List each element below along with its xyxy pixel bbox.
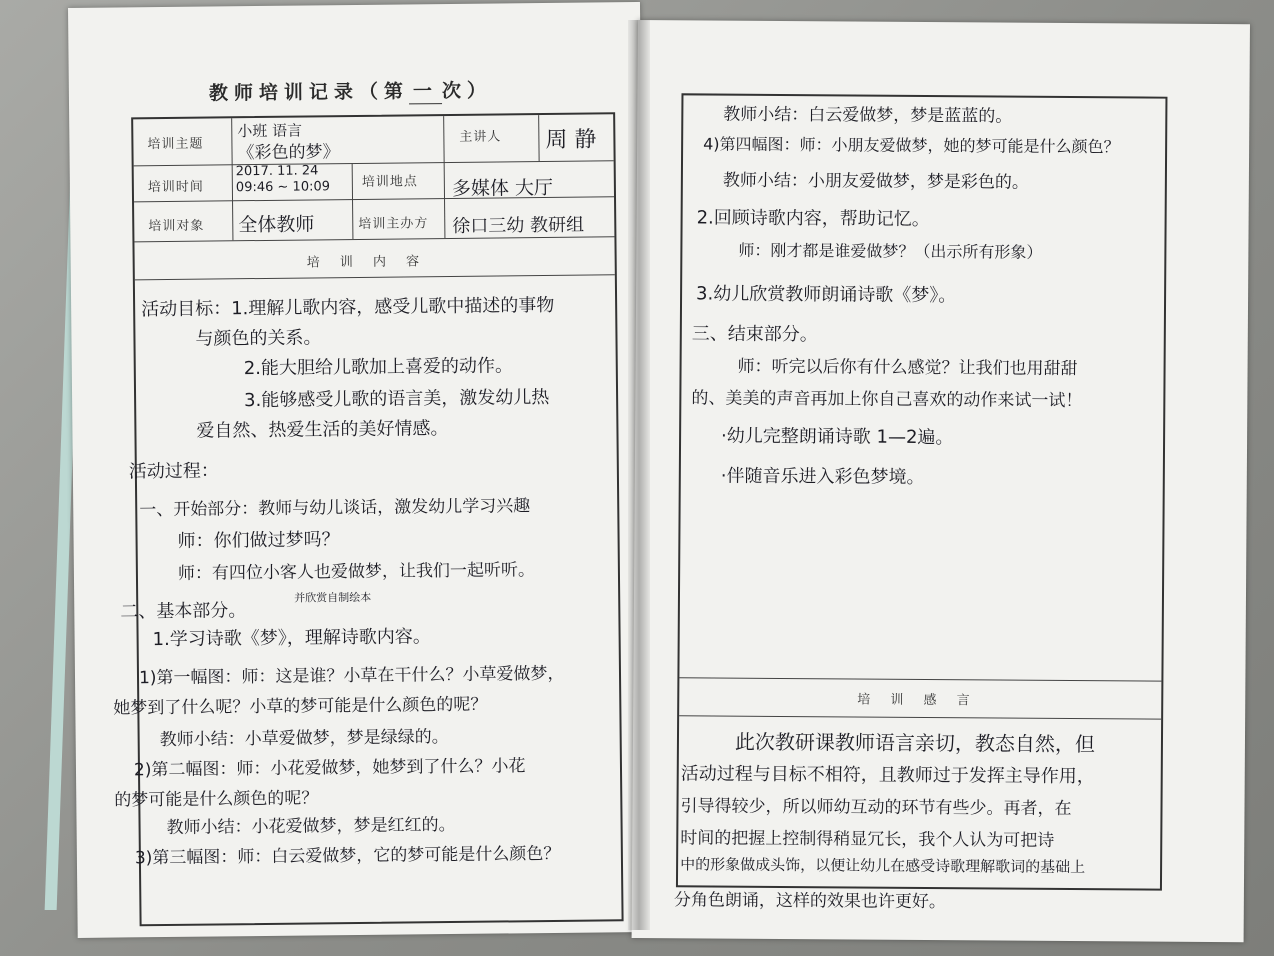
topic-value-2: 《彩色的梦》 [237,142,340,164]
time-value-1: 2017. 11. 24 [235,163,319,180]
place-label: 培训地点 [361,174,418,190]
content-line: 师：有四位小客人也爱做梦，让我们一起听听。 [177,560,536,584]
reflection-line: 引导得较少，所以师幼互动的环节有些少。再者，在 [680,796,1072,820]
content-line: 的、美美的声音再加上你自己喜欢的动作来试一试！ [691,388,1083,412]
content-heading: 培 训 内 容 [306,254,428,271]
right-page [632,20,1250,942]
content-line: 教师小结：白云爱做梦，梦是蓝蓝的。 [723,104,1013,127]
col-divider [538,115,539,161]
content-line: 三、结束部分。 [691,323,818,346]
reflection-line: 时间的把握上控制得稍显冗长，我个人认为可把诗 [680,828,1055,851]
audience-label: 培训对象 [148,218,205,235]
content-line: 2.回顾诗歌内容，帮助记忆。 [696,207,930,231]
row-divider [134,236,614,242]
content-line: 3)第三幅图：师：白云爱做梦，它的梦可能是什么颜色？ [134,843,561,869]
reflection-line: 此次教研课教师语言亲切，教态自然，但 [734,729,1096,757]
content-line: 与颜色的关系。 [195,327,322,350]
row-divider [134,160,614,166]
row-divider [135,274,615,280]
content-line: ·伴随音乐进入彩色梦境。 [720,465,925,489]
place-value: 多媒体 大厅 [451,176,554,200]
content-line: 活动目标：1.理解儿歌内容，感受儿歌中描述的事物 [141,294,555,321]
content-line: ·幼儿完整朗诵诗歌 1—2遍。 [721,425,954,449]
row-divider [679,677,1161,681]
content-annotation: 并欣赏自制绘本 [294,590,372,605]
content-line: 师：听完以后你有什么感觉？让我们也用甜甜 [737,356,1078,380]
page-title [209,76,492,107]
left-page [68,2,650,938]
content-line: 师：你们做过梦吗？ [177,529,340,552]
content-line: 1)第一幅图：师：这是谁？小草在干什么？小草爱做梦， [138,663,565,689]
content-line: 二、基本部分。 [120,600,247,623]
content-line: 教师小结：小花爱做梦，梦是红红的。 [166,814,456,839]
col-divider [352,163,354,239]
content-line: 师：刚才都是谁爱做梦？（出示所有形象） [738,240,1043,262]
content-line: 2.能大胆给儿歌加上喜爱的动作。 [243,355,514,380]
content-line: 4)第四幅图：师：小朋友爱做梦，她的梦可能是什么颜色？ [703,134,1120,157]
speaker-label: 主讲人 [459,129,502,145]
col-divider [444,162,446,238]
time-label: 培训时间 [147,179,204,196]
continuation-table [673,93,1168,913]
content-line: 1.学习诗歌《梦》，理解诗歌内容。 [152,626,431,651]
title-count: 一 [409,76,442,104]
content-line: 教师小结：小草爱做梦，梦是绿绿的。 [159,727,449,751]
record-table [113,112,623,926]
page-gutter [628,20,650,930]
topic-value-1: 小班 语言 [237,121,303,141]
content-line: 一、开始部分：教师与幼儿谈话，激发幼儿学习兴趣 [139,496,531,521]
organizer-label: 培训主办方 [358,216,429,232]
title-prefix: 教师培训记录（第 [208,80,410,105]
content-line: 3.能够感受儿歌的语言美，激发幼儿热 [244,386,550,412]
audience-value: 全体教师 [238,213,315,237]
organizer-value: 徐口三幼 教研组 [452,214,585,237]
content-line: 的梦可能是什么颜色的呢？ [114,788,319,811]
content-line: 2)第二幅图：师：小花爱做梦，她梦到了什么？小花 [133,756,526,781]
content-line: 活动过程： [128,460,219,483]
content-line: 她梦到了什么呢？小草的梦可能是什么颜色的呢？ [113,694,488,719]
reflection-line: 中的形象做成头饰，以便让幼儿在感受诗歌理解歌词的基础上 [680,855,1086,877]
col-divider [231,118,233,240]
col-divider [443,116,444,162]
content-line: 爱自然、热爱生活的美好情感。 [196,418,449,442]
content-line: 教师小结：小朋友爱做梦，梦是彩色的。 [722,170,1029,193]
title-suffix: 次） [441,79,493,103]
reflection-heading: 培 训 感 言 [857,692,978,709]
speaker-value: 周 静 [545,127,597,154]
reflection-line: 分角色朗诵，这样的效果也许更好。 [673,890,946,913]
time-value-2: 09:46 ~ 10:09 [235,179,331,196]
topic-label: 培训主题 [147,136,204,153]
row-divider [679,715,1161,719]
content-line: 3.幼儿欣赏教师朗诵诗歌《梦》。 [696,283,957,307]
reflection-line: 活动过程与目标不相符，且教师过于发挥主导作用， [680,763,1095,788]
